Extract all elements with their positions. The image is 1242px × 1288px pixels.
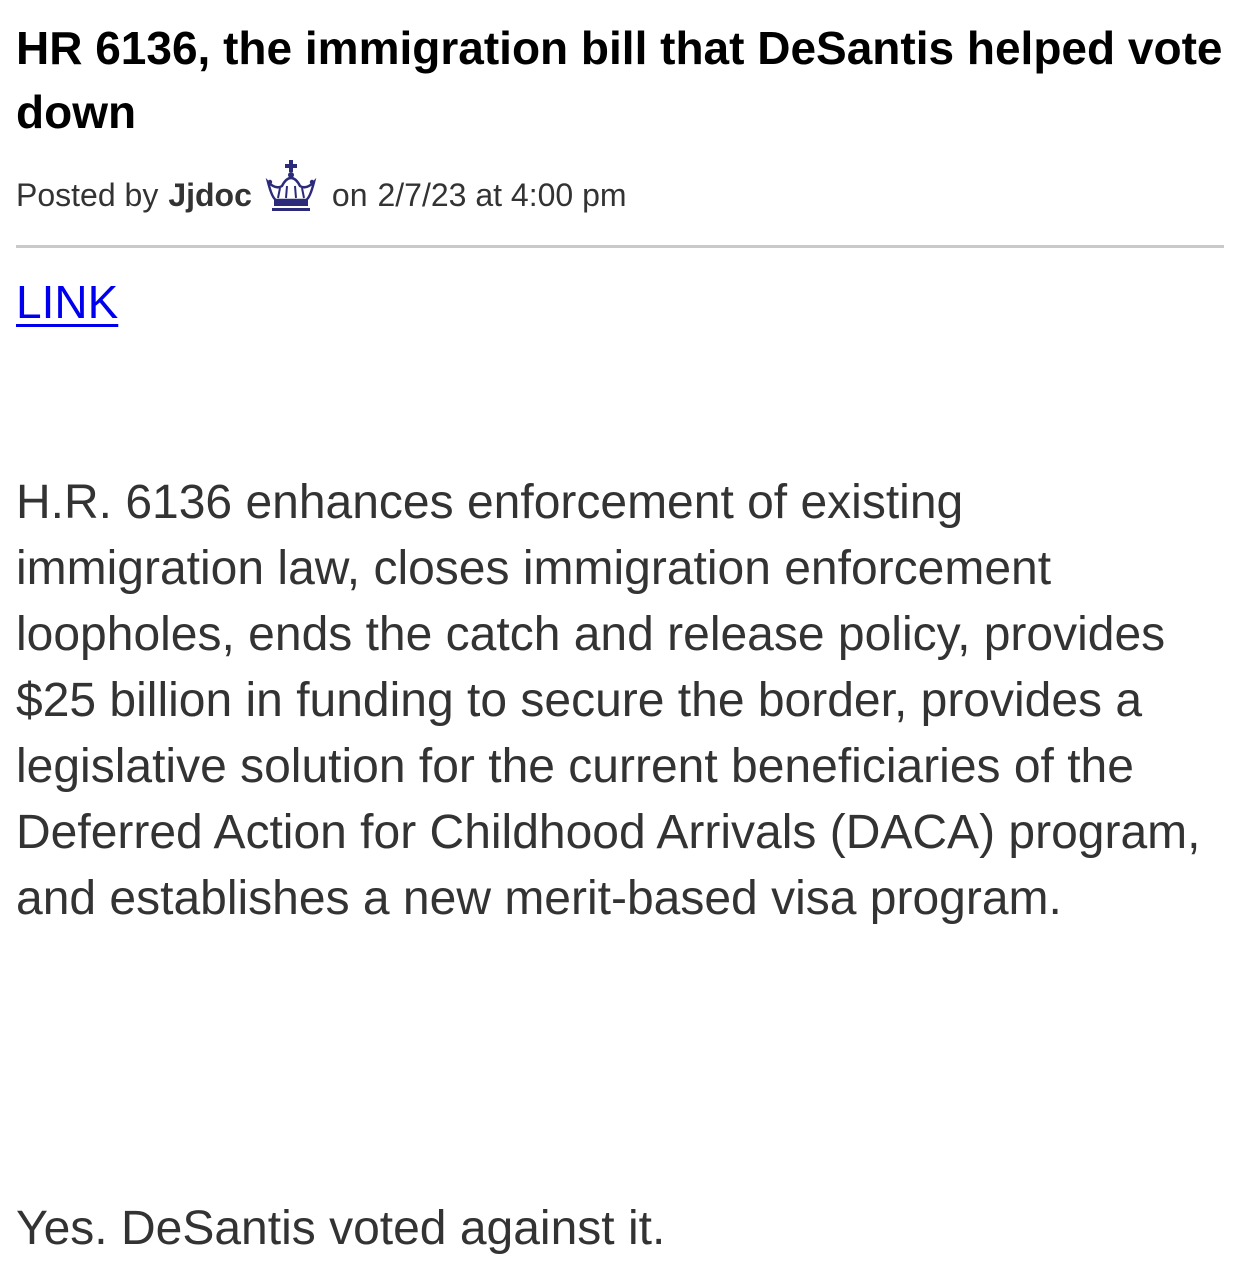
divider [16, 245, 1224, 248]
on-label: on [331, 176, 368, 213]
external-link[interactable]: LINK [16, 276, 119, 328]
post-meta [16, 160, 627, 230]
post-title: HR 6136, the immigration bill that DeSantis helped vote down [16, 22, 1223, 138]
post-reply-text: Yes. DeSantis voted against it. [16, 1202, 666, 1255]
post-body: H.R. 6136 enhances enforcement of existing immigration law, closes immigration enforcement loopholes, ends the catch and release policy, provides $25 billion in funding to secure the border, provides a legislative solution for the current beneficiaries of the Deferred Action for Childhood Arrivals (DACA) program, and establishes a new merit-based visa program. [16, 476, 1201, 925]
posted-by-label: Posted by [16, 176, 159, 213]
author-name[interactable]: Jjdoc [168, 176, 252, 213]
post-date: 2/7/23 at 4:00 pm [377, 176, 627, 213]
post [16, 0, 1224, 1255]
crown-icon [262, 158, 320, 214]
